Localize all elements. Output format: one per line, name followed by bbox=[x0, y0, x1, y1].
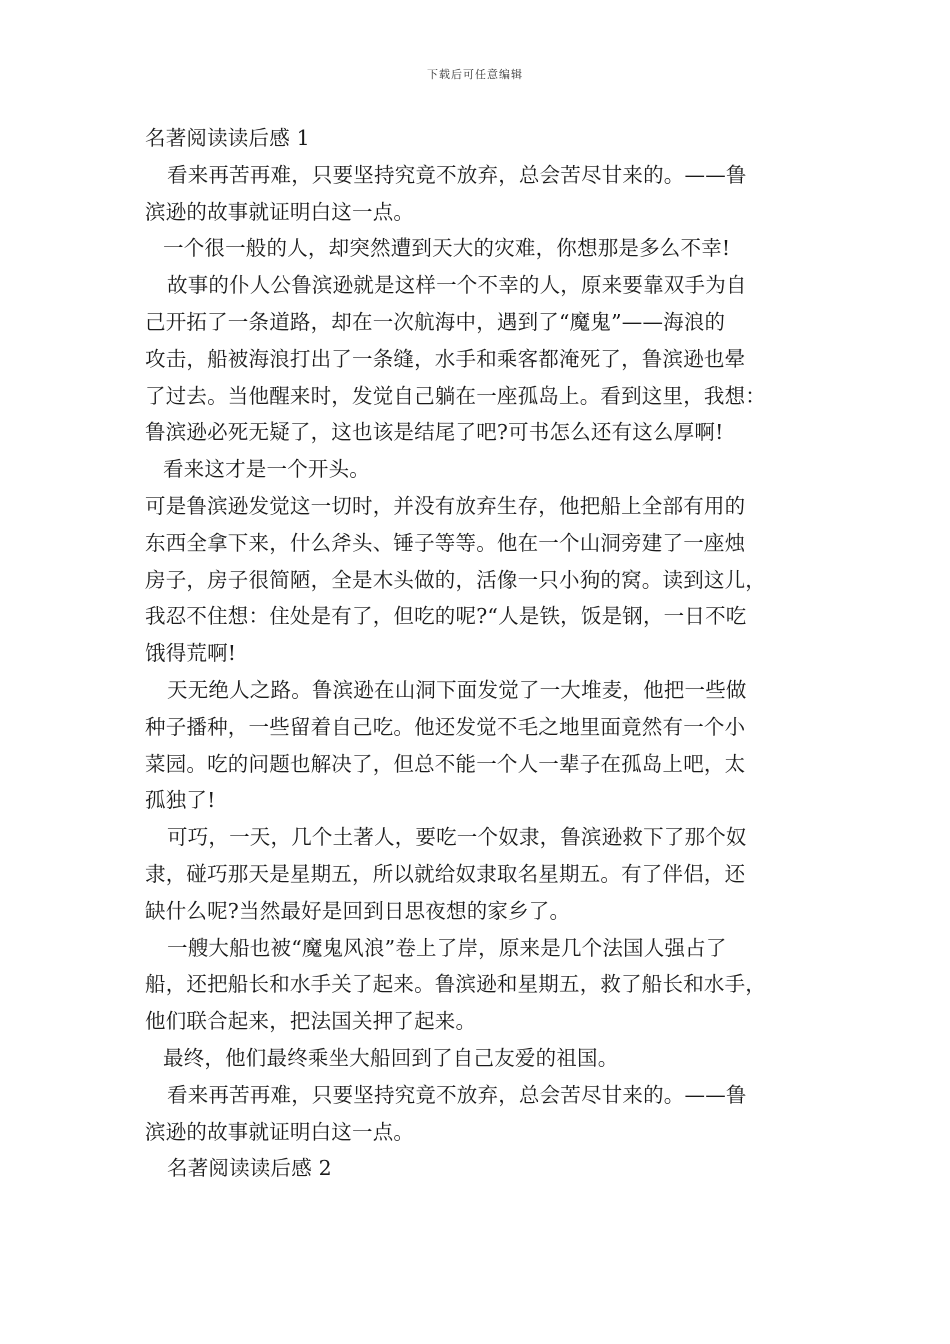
paragraph-first-line: 名著阅读读后感 2 bbox=[167, 1156, 332, 1181]
paragraph-line: 了过去。当他醒来时，发觉自己躺在一座孤岛上。看到这里，我想： bbox=[145, 383, 766, 408]
paragraph bbox=[145, 120, 810, 157]
paragraph-line: 种子播种，一些留着自己吃。他还发觉不毛之地里面竟然有一个小 bbox=[145, 714, 746, 739]
paragraph-line: 己开拓了一条道路，却在一次航海中，遇到了“魔鬼”——海浪的 bbox=[145, 309, 726, 334]
paragraph-line: 他们联合起来，把法国关押了起来。 bbox=[145, 1009, 477, 1034]
paragraph bbox=[145, 1150, 810, 1187]
paragraph bbox=[145, 267, 810, 451]
page-header: 下载后可任意编辑 bbox=[427, 68, 523, 81]
paragraph-first-line: 一个很一般的人，却突然遭到天大的灾难，你想那是多么不幸! bbox=[163, 236, 731, 261]
paragraph-line: 东西全拿下来，什么斧头、锤子等等。他在一个山洞旁建了一座烛 bbox=[145, 530, 746, 555]
document-body bbox=[145, 120, 810, 1187]
paragraph-line: 隶，碰巧那天是星期五，所以就给奴隶取名星期五。有了伴侣，还 bbox=[145, 861, 746, 886]
paragraph bbox=[145, 451, 810, 488]
paragraph-line: 滨逊的故事就证明白这一点。 bbox=[145, 1119, 415, 1144]
paragraph-line: 菜园。吃的问题也解决了，但总不能一个人一辈子在孤岛上吧，太 bbox=[145, 751, 746, 776]
paragraph-line: 鲁滨逊必死无疑了，这也该是结尾了吧?可书怎么还有这么厚啊! bbox=[145, 420, 724, 445]
paragraph-line: 我忍不住想：住处是有了，但吃的呢?“人是铁，饭是钢，一日不吃 bbox=[145, 604, 747, 629]
paragraph-first-line: 看来再苦再难，只要坚持究竟不放弃，总会苦尽甘来的。——鲁 bbox=[167, 1082, 747, 1107]
paragraph-first-line: 可巧，一天，几个土著人，要吃一个奴隶，鲁滨逊救下了那个奴 bbox=[167, 825, 747, 850]
paragraph-first-line: 看来再苦再难，只要坚持究竟不放弃，总会苦尽甘来的。——鲁 bbox=[167, 162, 747, 187]
paragraph bbox=[145, 488, 810, 672]
paragraph-first-line: 一艘大船也被“魔鬼风浪”卷上了岸，原来是几个法国人强占了 bbox=[167, 935, 727, 960]
paragraph-line: 滨逊的故事就证明白这一点。 bbox=[145, 199, 415, 224]
paragraph-line: 房子，房子很简陋，全是木头做的，活像一只小狗的窝。读到这儿， bbox=[145, 567, 766, 592]
paragraph bbox=[145, 672, 810, 819]
paragraph bbox=[145, 819, 810, 929]
paragraph bbox=[145, 1077, 810, 1151]
paragraph-line: 缺什么呢?当然最好是回到日思夜想的家乡了。 bbox=[145, 898, 571, 923]
paragraph bbox=[145, 230, 810, 267]
paragraph-line: 孤独了! bbox=[145, 788, 216, 813]
paragraph-first-line: 最终，他们最终乘坐大船回到了自己友爱的祖国。 bbox=[163, 1045, 619, 1070]
paragraph bbox=[145, 930, 810, 1040]
paragraph-first-line: 故事的仆人公鲁滨逊就是这样一个不幸的人，原来要靠双手为自 bbox=[167, 273, 747, 298]
paragraph-list bbox=[145, 120, 810, 1187]
paragraph bbox=[145, 1040, 810, 1077]
paragraph-first-line: 看来这才是一个开头。 bbox=[163, 457, 370, 482]
paragraph-line: 攻击，船被海浪打出了一条缝，水手和乘客都淹死了，鲁滨逊也晕 bbox=[145, 346, 746, 371]
paragraph bbox=[145, 157, 810, 231]
paragraph-first-line: 天无绝人之路。鲁滨逊在山洞下面发觉了一大堆麦，他把一些做 bbox=[167, 677, 747, 702]
paragraph-first-line: 可是鲁滨逊发觉这一切时，并没有放弃生存，他把船上全部有用的 bbox=[145, 493, 746, 518]
paragraph-line: 船，还把船长和水手关了起来。鲁滨逊和星期五，救了船长和水手， bbox=[145, 972, 766, 997]
paragraph-first-line: 名著阅读读后感 1 bbox=[145, 126, 310, 150]
paragraph-line: 饿得荒啊! bbox=[145, 641, 237, 666]
